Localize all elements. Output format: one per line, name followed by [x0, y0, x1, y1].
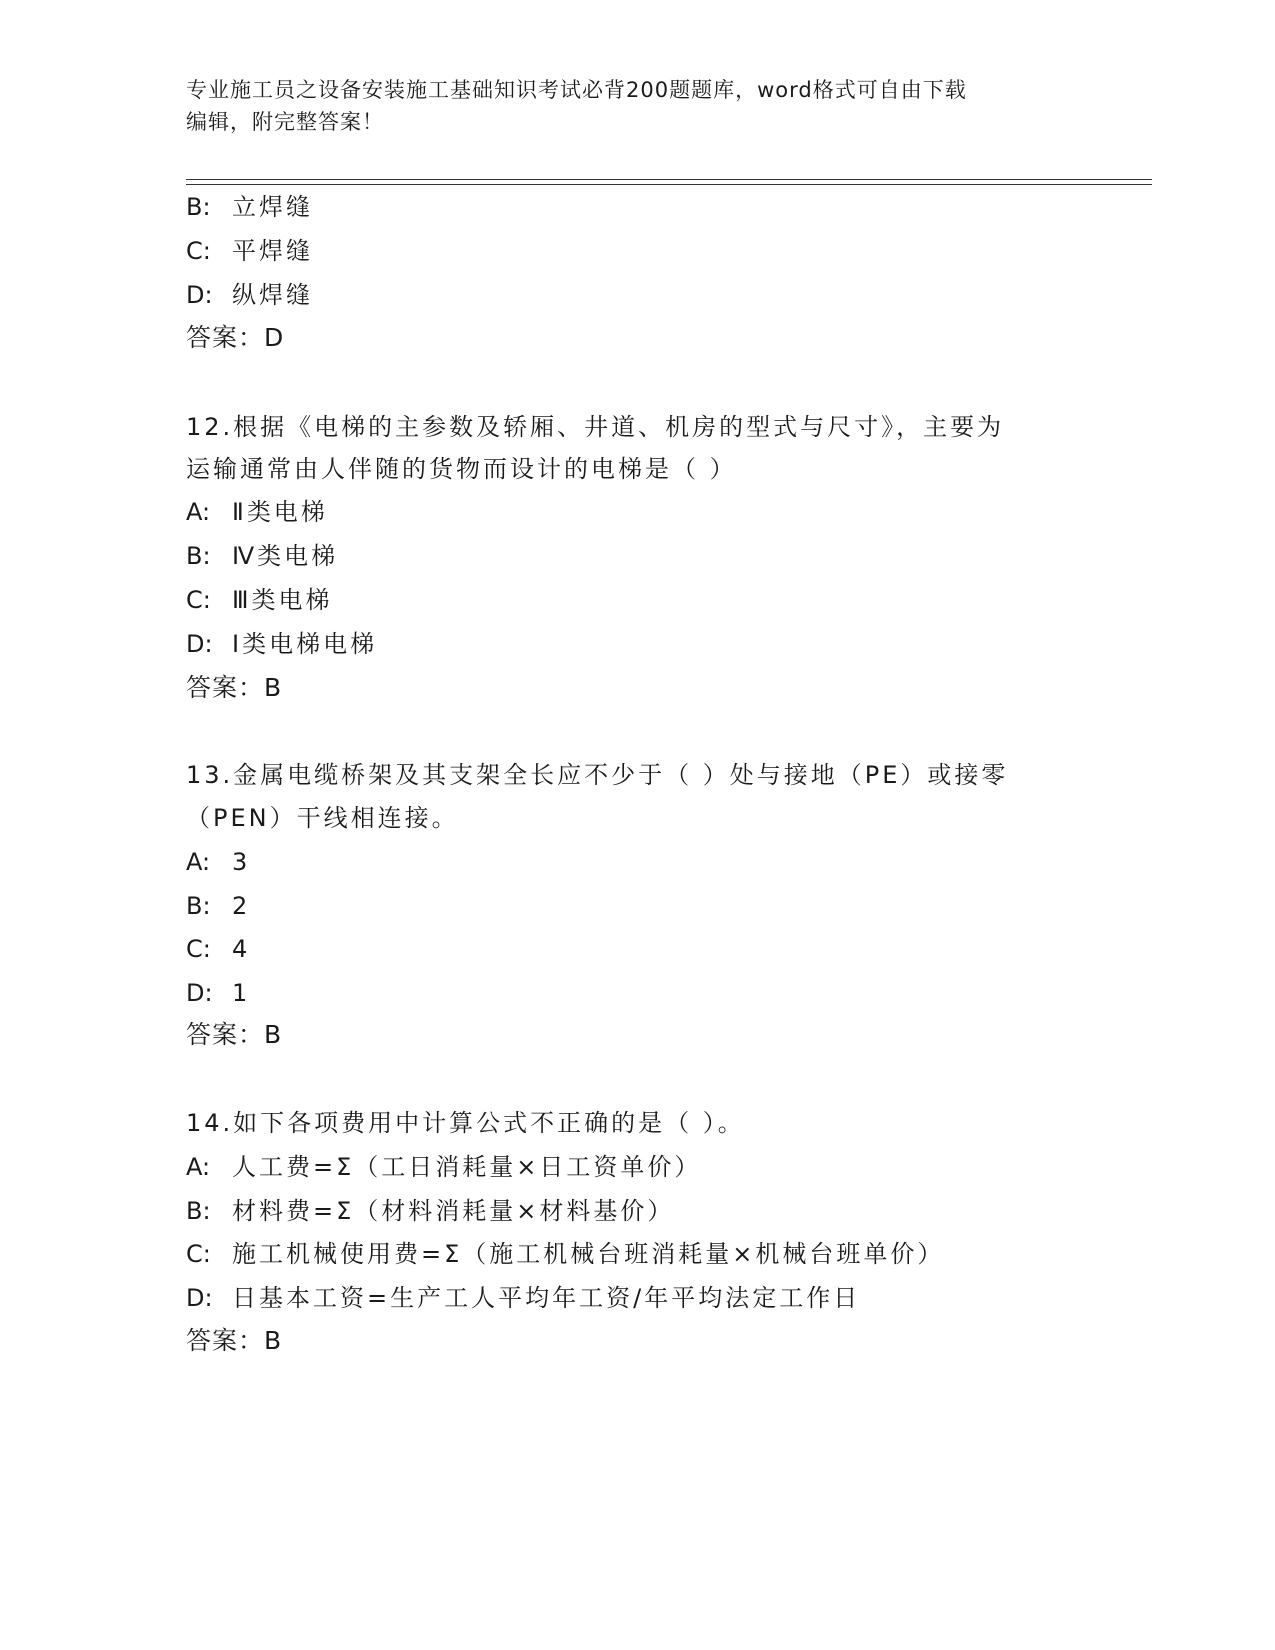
option-c [186, 1239, 944, 1269]
option-b [186, 541, 338, 571]
option-letter: C: [186, 586, 211, 614]
header-title-line1: 专业施工员之设备安装施工基础知识考试必背200题题库，word格式可自由下载 [186, 78, 967, 102]
option-text: 人工费=Σ（工日消耗量×日工资单价） [232, 1153, 702, 1181]
option-c [186, 585, 333, 615]
question-stem: （PEN）干线相连接。 [186, 804, 459, 832]
option-a [186, 1152, 701, 1182]
option-d [186, 280, 313, 310]
answer-line: 答案：D [186, 323, 285, 352]
option-text: 4 [232, 935, 251, 963]
option-text: 1 [232, 979, 251, 1007]
option-d [186, 978, 250, 1008]
option-d [186, 1283, 860, 1313]
option-text: 立焊缝 [232, 193, 313, 221]
option-text: Ⅱ类电梯 [232, 498, 328, 526]
option-text: 材料费=Σ（材料消耗量×材料基价） [232, 1197, 675, 1225]
document-header [186, 74, 1086, 138]
option-letter: D: [186, 630, 213, 658]
option-text: 纵焊缝 [232, 281, 313, 309]
answer-line: 答案：B [186, 1020, 283, 1049]
option-c [186, 934, 250, 964]
question-stem: 13.金属电缆桥架及其支架全长应不少于（ ）处与接地（PE）或接零 [186, 761, 1009, 789]
question-stem: 运输通常由人伴随的货物而设计的电梯是（ ） [186, 455, 737, 483]
option-letter: D: [186, 1284, 213, 1312]
option-c [186, 236, 313, 266]
option-letter: B: [186, 892, 211, 920]
option-text: 施工机械使用费=Σ（施工机械台班消耗量×机械台班单价） [232, 1240, 945, 1268]
answer-line: 答案：B [186, 1326, 283, 1355]
option-letter: C: [186, 935, 211, 963]
option-d [186, 629, 377, 659]
option-letter: A: [186, 1153, 211, 1181]
option-text: Ⅳ类电梯 [232, 542, 339, 570]
option-text: 2 [232, 892, 251, 920]
option-text: 3 [232, 848, 251, 876]
option-b [186, 1196, 674, 1226]
option-a [186, 497, 328, 527]
option-letter: C: [186, 1240, 211, 1268]
question-stem: 14.如下各项费用中计算公式不正确的是（ ）。 [186, 1109, 745, 1137]
header-title-line2: 编辑，附完整答案！ [186, 110, 384, 134]
option-b [186, 192, 313, 222]
option-letter: B: [186, 1197, 211, 1225]
answer-line: 答案：B [186, 673, 283, 702]
option-text: Ⅲ类电梯 [232, 586, 333, 614]
option-letter: B: [186, 193, 211, 221]
option-text: Ⅰ类电梯电梯 [232, 630, 378, 658]
header-divider-top [186, 179, 1152, 180]
option-text: 日基本工资=生产工人平均年工资/年平均法定工作日 [232, 1284, 861, 1312]
option-letter: D: [186, 979, 213, 1007]
option-a [186, 847, 250, 877]
question-stem: 12.根据《电梯的主参数及轿厢、井道、机房的型式与尺寸》，主要为 [186, 413, 1005, 441]
option-letter: B: [186, 542, 211, 570]
option-letter: D: [186, 281, 213, 309]
option-b [186, 891, 250, 921]
option-text: 平焊缝 [232, 237, 313, 265]
header-divider-bottom [186, 184, 1152, 185]
option-letter: C: [186, 237, 211, 265]
option-letter: A: [186, 848, 211, 876]
option-letter: A: [186, 498, 211, 526]
